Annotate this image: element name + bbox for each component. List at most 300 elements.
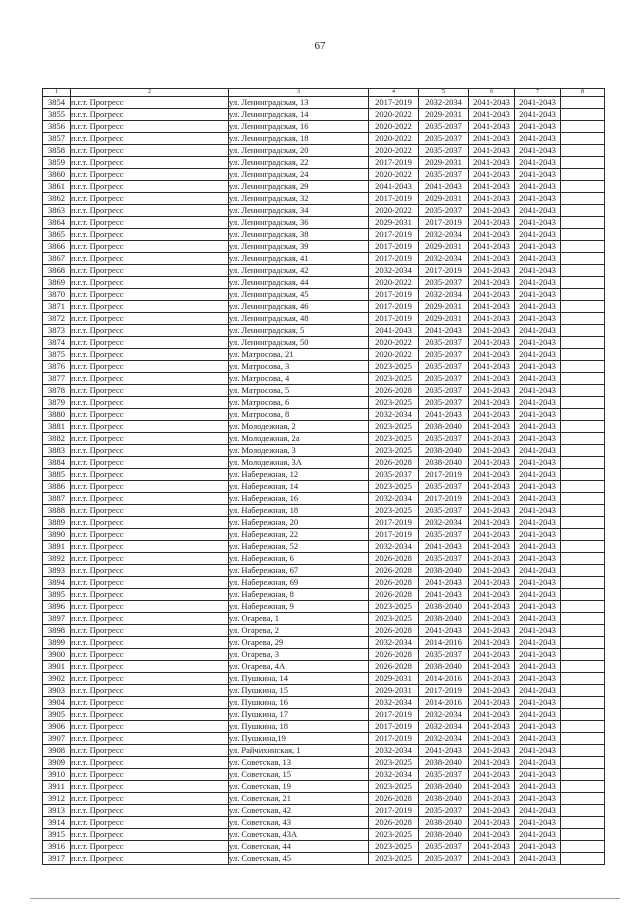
settlement-cell: п.г.т. Прогресс (71, 229, 229, 241)
period-col5-cell: 2029-2031 (419, 241, 469, 253)
period-col5-cell: 2014-2016 (419, 697, 469, 709)
table-row (43, 193, 605, 205)
address-cell: ул. Огарева, 3 (229, 649, 369, 661)
address-cell: ул. Ленинградская, 24 (229, 169, 369, 181)
settlement-cell: п.г.т. Прогресс (71, 409, 229, 421)
period-col6-cell: 2041-2043 (469, 577, 515, 589)
col8-empty-cell (561, 157, 605, 169)
table-body (43, 97, 605, 865)
period-col4-cell: 2023-2025 (369, 373, 419, 385)
period-col7-cell: 2041-2043 (515, 589, 561, 601)
period-col7-cell: 2041-2043 (515, 733, 561, 745)
table-row (43, 793, 605, 805)
address-cell: ул. Ленинградская, 29 (229, 181, 369, 193)
period-col5-cell: 2035-2037 (419, 121, 469, 133)
bottom-rule (30, 898, 620, 899)
period-col4-cell: 2020-2022 (369, 109, 419, 121)
period-col5-cell: 2035-2037 (419, 853, 469, 865)
col8-empty-cell (561, 541, 605, 553)
period-col5-cell: 2038-2040 (419, 445, 469, 457)
period-col5-cell: 2038-2040 (419, 661, 469, 673)
address-cell: ул. Молодежная, 2а (229, 433, 369, 445)
table-row (43, 169, 605, 181)
period-col7-cell: 2041-2043 (515, 121, 561, 133)
table-row (43, 157, 605, 169)
period-col7-cell: 2041-2043 (515, 241, 561, 253)
col8-empty-cell (561, 469, 605, 481)
period-col5-cell: 2038-2040 (419, 757, 469, 769)
settlement-cell: п.г.т. Прогресс (71, 349, 229, 361)
address-cell: ул. Матросова, 21 (229, 349, 369, 361)
address-cell: ул. Набережная, 6 (229, 553, 369, 565)
row-number-cell: 3907 (43, 733, 71, 745)
period-col5-cell: 2035-2037 (419, 169, 469, 181)
settlement-cell: п.г.т. Прогресс (71, 769, 229, 781)
period-col6-cell: 2041-2043 (469, 697, 515, 709)
address-cell: ул. Набережная, 14 (229, 481, 369, 493)
period-col4-cell: 2032-2034 (369, 697, 419, 709)
period-col4-cell: 2017-2019 (369, 517, 419, 529)
period-col4-cell: 2017-2019 (369, 241, 419, 253)
period-col7-cell: 2041-2043 (515, 133, 561, 145)
period-col7-cell: 2041-2043 (515, 325, 561, 337)
row-number-cell: 3911 (43, 781, 71, 793)
period-col7-cell: 2041-2043 (515, 505, 561, 517)
table-row (43, 325, 605, 337)
period-col5-cell: 2032-2034 (419, 253, 469, 265)
col8-empty-cell (561, 505, 605, 517)
period-col6-cell: 2041-2043 (469, 493, 515, 505)
address-cell: ул. Набережная, 52 (229, 541, 369, 553)
address-cell: ул. Ленинградская, 46 (229, 301, 369, 313)
period-col4-cell: 2032-2034 (369, 769, 419, 781)
settlement-cell: п.г.т. Прогресс (71, 241, 229, 253)
table-row (43, 589, 605, 601)
address-cell: ул. Набережная, 20 (229, 517, 369, 529)
col8-empty-cell (561, 109, 605, 121)
period-col7-cell: 2041-2043 (515, 841, 561, 853)
col8-empty-cell (561, 661, 605, 673)
table-row (43, 817, 605, 829)
col8-empty-cell (561, 313, 605, 325)
col8-empty-cell (561, 637, 605, 649)
address-cell: ул. Ленинградская, 41 (229, 253, 369, 265)
address-cell: ул. Матросова, 6 (229, 397, 369, 409)
address-cell: ул. Ленинградская, 36 (229, 217, 369, 229)
row-number-cell: 3855 (43, 109, 71, 121)
period-col5-cell: 2038-2040 (419, 793, 469, 805)
period-col6-cell: 2041-2043 (469, 853, 515, 865)
table-row (43, 229, 605, 241)
period-col5-cell: 2032-2034 (419, 733, 469, 745)
col8-empty-cell (561, 421, 605, 433)
settlement-cell: п.г.т. Прогресс (71, 277, 229, 289)
period-col4-cell: 2020-2022 (369, 337, 419, 349)
row-number-cell: 3865 (43, 229, 71, 241)
col8-empty-cell (561, 97, 605, 109)
col8-empty-cell (561, 565, 605, 577)
col8-empty-cell (561, 205, 605, 217)
period-col4-cell: 2020-2022 (369, 133, 419, 145)
row-number-cell: 3894 (43, 577, 71, 589)
col8-empty-cell (561, 781, 605, 793)
row-number-cell: 3891 (43, 541, 71, 553)
table-row (43, 397, 605, 409)
table-row (43, 337, 605, 349)
table-row (43, 841, 605, 853)
period-col4-cell: 2017-2019 (369, 229, 419, 241)
period-col6-cell: 2041-2043 (469, 613, 515, 625)
row-number-cell: 3913 (43, 805, 71, 817)
row-number-cell: 3872 (43, 313, 71, 325)
period-col4-cell: 2023-2025 (369, 841, 419, 853)
address-cell: ул. Матросова, 5 (229, 385, 369, 397)
period-col6-cell: 2041-2043 (469, 541, 515, 553)
period-col6-cell: 2041-2043 (469, 349, 515, 361)
period-col7-cell: 2041-2043 (515, 301, 561, 313)
period-col5-cell: 2038-2040 (419, 601, 469, 613)
col8-empty-cell (561, 685, 605, 697)
row-number-cell: 3860 (43, 169, 71, 181)
table-row (43, 409, 605, 421)
col8-empty-cell (561, 301, 605, 313)
period-col5-cell: 2041-2043 (419, 541, 469, 553)
period-col5-cell: 2035-2037 (419, 205, 469, 217)
period-col6-cell: 2041-2043 (469, 133, 515, 145)
period-col4-cell: 2017-2019 (369, 721, 419, 733)
table-row (43, 565, 605, 577)
address-cell: ул. Набережная, 69 (229, 577, 369, 589)
period-col6-cell: 2041-2043 (469, 385, 515, 397)
period-col6-cell: 2041-2043 (469, 721, 515, 733)
col8-empty-cell (561, 289, 605, 301)
period-col5-cell: 2032-2034 (419, 709, 469, 721)
row-number-cell: 3909 (43, 757, 71, 769)
address-cell: ул. Советская, 21 (229, 793, 369, 805)
period-col6-cell: 2041-2043 (469, 709, 515, 721)
period-col6-cell: 2041-2043 (469, 565, 515, 577)
period-col4-cell: 2023-2025 (369, 481, 419, 493)
period-col4-cell: 2020-2022 (369, 277, 419, 289)
col8-empty-cell (561, 577, 605, 589)
period-col6-cell: 2041-2043 (469, 301, 515, 313)
period-col6-cell: 2041-2043 (469, 661, 515, 673)
period-col6-cell: 2041-2043 (469, 481, 515, 493)
period-col6-cell: 2041-2043 (469, 637, 515, 649)
row-number-cell: 3880 (43, 409, 71, 421)
row-number-cell: 3897 (43, 613, 71, 625)
settlement-cell: п.г.т. Прогресс (71, 121, 229, 133)
header-row (43, 89, 605, 97)
period-col4-cell: 2026-2028 (369, 661, 419, 673)
period-col5-cell: 2035-2037 (419, 553, 469, 565)
period-col4-cell: 2017-2019 (369, 157, 419, 169)
col8-empty-cell (561, 445, 605, 457)
period-col7-cell: 2041-2043 (515, 181, 561, 193)
row-number-cell: 3896 (43, 601, 71, 613)
period-col4-cell: 2032-2034 (369, 745, 419, 757)
period-col5-cell: 2035-2037 (419, 337, 469, 349)
settlement-cell: п.г.т. Прогресс (71, 133, 229, 145)
table-row (43, 649, 605, 661)
table-row (43, 541, 605, 553)
col8-empty-cell (561, 265, 605, 277)
column-header-1: 1 (43, 89, 71, 97)
address-cell: ул. Молодежная, 2 (229, 421, 369, 433)
col8-empty-cell (561, 457, 605, 469)
period-col6-cell: 2041-2043 (469, 313, 515, 325)
col8-empty-cell (561, 361, 605, 373)
address-cell: ул. Пушкина, 14 (229, 673, 369, 685)
column-header-6: 6 (469, 89, 515, 97)
period-col6-cell: 2041-2043 (469, 589, 515, 601)
period-col5-cell: 2038-2040 (419, 817, 469, 829)
col8-empty-cell (561, 397, 605, 409)
period-col4-cell: 2026-2028 (369, 589, 419, 601)
col8-empty-cell (561, 433, 605, 445)
period-col5-cell: 2035-2037 (419, 373, 469, 385)
row-number-cell: 3908 (43, 745, 71, 757)
address-cell: ул. Набережная, 16 (229, 493, 369, 505)
period-col5-cell: 2035-2037 (419, 805, 469, 817)
period-col6-cell: 2041-2043 (469, 457, 515, 469)
period-col7-cell: 2041-2043 (515, 469, 561, 481)
period-col6-cell: 2041-2043 (469, 121, 515, 133)
row-number-cell: 3906 (43, 721, 71, 733)
period-col4-cell: 2026-2028 (369, 385, 419, 397)
address-cell: ул. Ленинградская, 39 (229, 241, 369, 253)
period-col6-cell: 2041-2043 (469, 781, 515, 793)
table-row (43, 349, 605, 361)
period-col7-cell: 2041-2043 (515, 253, 561, 265)
period-col7-cell: 2041-2043 (515, 481, 561, 493)
row-number-cell: 3881 (43, 421, 71, 433)
settlement-cell: п.г.т. Прогресс (71, 385, 229, 397)
period-col5-cell: 2038-2040 (419, 829, 469, 841)
period-col7-cell: 2041-2043 (515, 157, 561, 169)
period-col5-cell: 2041-2043 (419, 745, 469, 757)
period-col4-cell: 2032-2034 (369, 637, 419, 649)
table-row (43, 697, 605, 709)
row-number-cell: 3858 (43, 145, 71, 157)
period-col7-cell: 2041-2043 (515, 421, 561, 433)
period-col7-cell: 2041-2043 (515, 625, 561, 637)
period-col7-cell: 2041-2043 (515, 685, 561, 697)
table-row (43, 637, 605, 649)
period-col6-cell: 2041-2043 (469, 217, 515, 229)
table-row (43, 673, 605, 685)
row-number-cell: 3864 (43, 217, 71, 229)
period-col5-cell: 2017-2019 (419, 217, 469, 229)
address-cell: ул. Ленинградская, 38 (229, 229, 369, 241)
period-col5-cell: 2035-2037 (419, 361, 469, 373)
table-row (43, 781, 605, 793)
settlement-cell: п.г.т. Прогресс (71, 565, 229, 577)
settlement-cell: п.г.т. Прогресс (71, 469, 229, 481)
address-cell: ул. Набережная, 12 (229, 469, 369, 481)
col8-empty-cell (561, 253, 605, 265)
settlement-cell: п.г.т. Прогресс (71, 493, 229, 505)
settlement-cell: п.г.т. Прогресс (71, 673, 229, 685)
period-col5-cell: 2032-2034 (419, 97, 469, 109)
period-col5-cell: 2038-2040 (419, 565, 469, 577)
address-cell: ул. Матросова, 8 (229, 409, 369, 421)
address-cell: ул. Райчихинская, 1 (229, 745, 369, 757)
period-col7-cell: 2041-2043 (515, 673, 561, 685)
table-row (43, 517, 605, 529)
period-col7-cell: 2041-2043 (515, 493, 561, 505)
period-col4-cell: 2023-2025 (369, 361, 419, 373)
period-col6-cell: 2041-2043 (469, 817, 515, 829)
address-cell: ул. Огарева, 1 (229, 613, 369, 625)
address-cell: ул. Огарева, 2 (229, 625, 369, 637)
col8-empty-cell (561, 337, 605, 349)
settlement-cell: п.г.т. Прогресс (71, 709, 229, 721)
address-cell: ул. Матросова, 4 (229, 373, 369, 385)
table-row (43, 121, 605, 133)
period-col5-cell: 2041-2043 (419, 325, 469, 337)
row-number-cell: 3861 (43, 181, 71, 193)
address-cell: ул. Ленинградская, 50 (229, 337, 369, 349)
settlement-cell: п.г.т. Прогресс (71, 853, 229, 865)
page-number: 67 (314, 40, 326, 52)
table-row (43, 505, 605, 517)
period-col5-cell: 2035-2037 (419, 841, 469, 853)
period-col4-cell: 2020-2022 (369, 121, 419, 133)
row-number-cell: 3900 (43, 649, 71, 661)
settlement-cell: п.г.т. Прогресс (71, 265, 229, 277)
row-number-cell: 3914 (43, 817, 71, 829)
table-row (43, 745, 605, 757)
settlement-cell: п.г.т. Прогресс (71, 841, 229, 853)
table-row (43, 205, 605, 217)
period-col7-cell: 2041-2043 (515, 397, 561, 409)
period-col6-cell: 2041-2043 (469, 277, 515, 289)
col8-empty-cell (561, 625, 605, 637)
table-row (43, 445, 605, 457)
period-col4-cell: 2032-2034 (369, 493, 419, 505)
table-row (43, 217, 605, 229)
col8-empty-cell (561, 721, 605, 733)
period-col7-cell: 2041-2043 (515, 277, 561, 289)
address-cell: ул. Огарева, 4А (229, 661, 369, 673)
period-col4-cell: 2020-2022 (369, 205, 419, 217)
table-row (43, 721, 605, 733)
table-row (43, 709, 605, 721)
period-col7-cell: 2041-2043 (515, 853, 561, 865)
period-col7-cell: 2041-2043 (515, 349, 561, 361)
settlement-cell: п.г.т. Прогресс (71, 325, 229, 337)
period-col5-cell: 2035-2037 (419, 649, 469, 661)
col8-empty-cell (561, 673, 605, 685)
address-cell: ул. Ленинградская, 45 (229, 289, 369, 301)
address-cell: ул. Пушкина, 15 (229, 685, 369, 697)
period-col7-cell: 2041-2043 (515, 529, 561, 541)
row-number-cell: 3859 (43, 157, 71, 169)
row-number-cell: 3854 (43, 97, 71, 109)
period-col4-cell: 2017-2019 (369, 313, 419, 325)
settlement-cell: п.г.т. Прогресс (71, 433, 229, 445)
settlement-cell: п.г.т. Прогресс (71, 541, 229, 553)
period-col7-cell: 2041-2043 (515, 769, 561, 781)
period-col7-cell: 2041-2043 (515, 265, 561, 277)
address-cell: ул. Ленинградская, 44 (229, 277, 369, 289)
address-cell: ул. Советская, 43 (229, 817, 369, 829)
address-cell: ул. Советская, 15 (229, 769, 369, 781)
period-col4-cell: 2026-2028 (369, 457, 419, 469)
period-col4-cell: 2023-2025 (369, 757, 419, 769)
col8-empty-cell (561, 229, 605, 241)
row-number-cell: 3874 (43, 337, 71, 349)
col8-empty-cell (561, 553, 605, 565)
row-number-cell: 3915 (43, 829, 71, 841)
settlement-cell: п.г.т. Прогресс (71, 373, 229, 385)
period-col4-cell: 2032-2034 (369, 541, 419, 553)
period-col7-cell: 2041-2043 (515, 661, 561, 673)
period-col6-cell: 2041-2043 (469, 421, 515, 433)
period-col6-cell: 2041-2043 (469, 553, 515, 565)
period-col4-cell: 2032-2034 (369, 409, 419, 421)
period-col7-cell: 2041-2043 (515, 361, 561, 373)
settlement-cell: п.г.т. Прогресс (71, 337, 229, 349)
col8-empty-cell (561, 709, 605, 721)
col8-empty-cell (561, 121, 605, 133)
col8-empty-cell (561, 853, 605, 865)
period-col7-cell: 2041-2043 (515, 169, 561, 181)
row-number-cell: 3877 (43, 373, 71, 385)
settlement-cell: п.г.т. Прогресс (71, 829, 229, 841)
period-col4-cell: 2020-2022 (369, 349, 419, 361)
address-cell: ул. Ленинградская, 18 (229, 133, 369, 145)
period-col6-cell: 2041-2043 (469, 265, 515, 277)
period-col7-cell: 2041-2043 (515, 817, 561, 829)
period-col6-cell: 2041-2043 (469, 841, 515, 853)
settlement-cell: п.г.т. Прогресс (71, 145, 229, 157)
period-col6-cell: 2041-2043 (469, 109, 515, 121)
settlement-cell: п.г.т. Прогресс (71, 313, 229, 325)
table-row (43, 685, 605, 697)
row-number-cell: 3889 (43, 517, 71, 529)
period-col6-cell: 2041-2043 (469, 289, 515, 301)
table-row (43, 97, 605, 109)
period-col6-cell: 2041-2043 (469, 745, 515, 757)
row-number-cell: 3862 (43, 193, 71, 205)
period-col7-cell: 2041-2043 (515, 601, 561, 613)
period-col6-cell: 2041-2043 (469, 433, 515, 445)
settlement-cell: п.г.т. Прогресс (71, 457, 229, 469)
address-cell: ул. Ленинградская, 14 (229, 109, 369, 121)
col8-empty-cell (561, 697, 605, 709)
col8-empty-cell (561, 493, 605, 505)
address-cell: ул. Советская, 45 (229, 853, 369, 865)
period-col4-cell: 2017-2019 (369, 805, 419, 817)
col8-empty-cell (561, 145, 605, 157)
address-cell: ул. Набережная, 9 (229, 601, 369, 613)
address-cell: ул. Матросова, 3 (229, 361, 369, 373)
row-number-cell: 3878 (43, 385, 71, 397)
period-col6-cell: 2041-2043 (469, 685, 515, 697)
table-row (43, 277, 605, 289)
period-col6-cell: 2041-2043 (469, 229, 515, 241)
period-col4-cell: 2029-2031 (369, 217, 419, 229)
settlement-cell: п.г.т. Прогресс (71, 445, 229, 457)
period-col6-cell: 2041-2043 (469, 145, 515, 157)
table-row (43, 289, 605, 301)
period-col7-cell: 2041-2043 (515, 313, 561, 325)
settlement-cell: п.г.т. Прогресс (71, 745, 229, 757)
settlement-cell: п.г.т. Прогресс (71, 601, 229, 613)
address-cell: ул. Огарева, 29 (229, 637, 369, 649)
